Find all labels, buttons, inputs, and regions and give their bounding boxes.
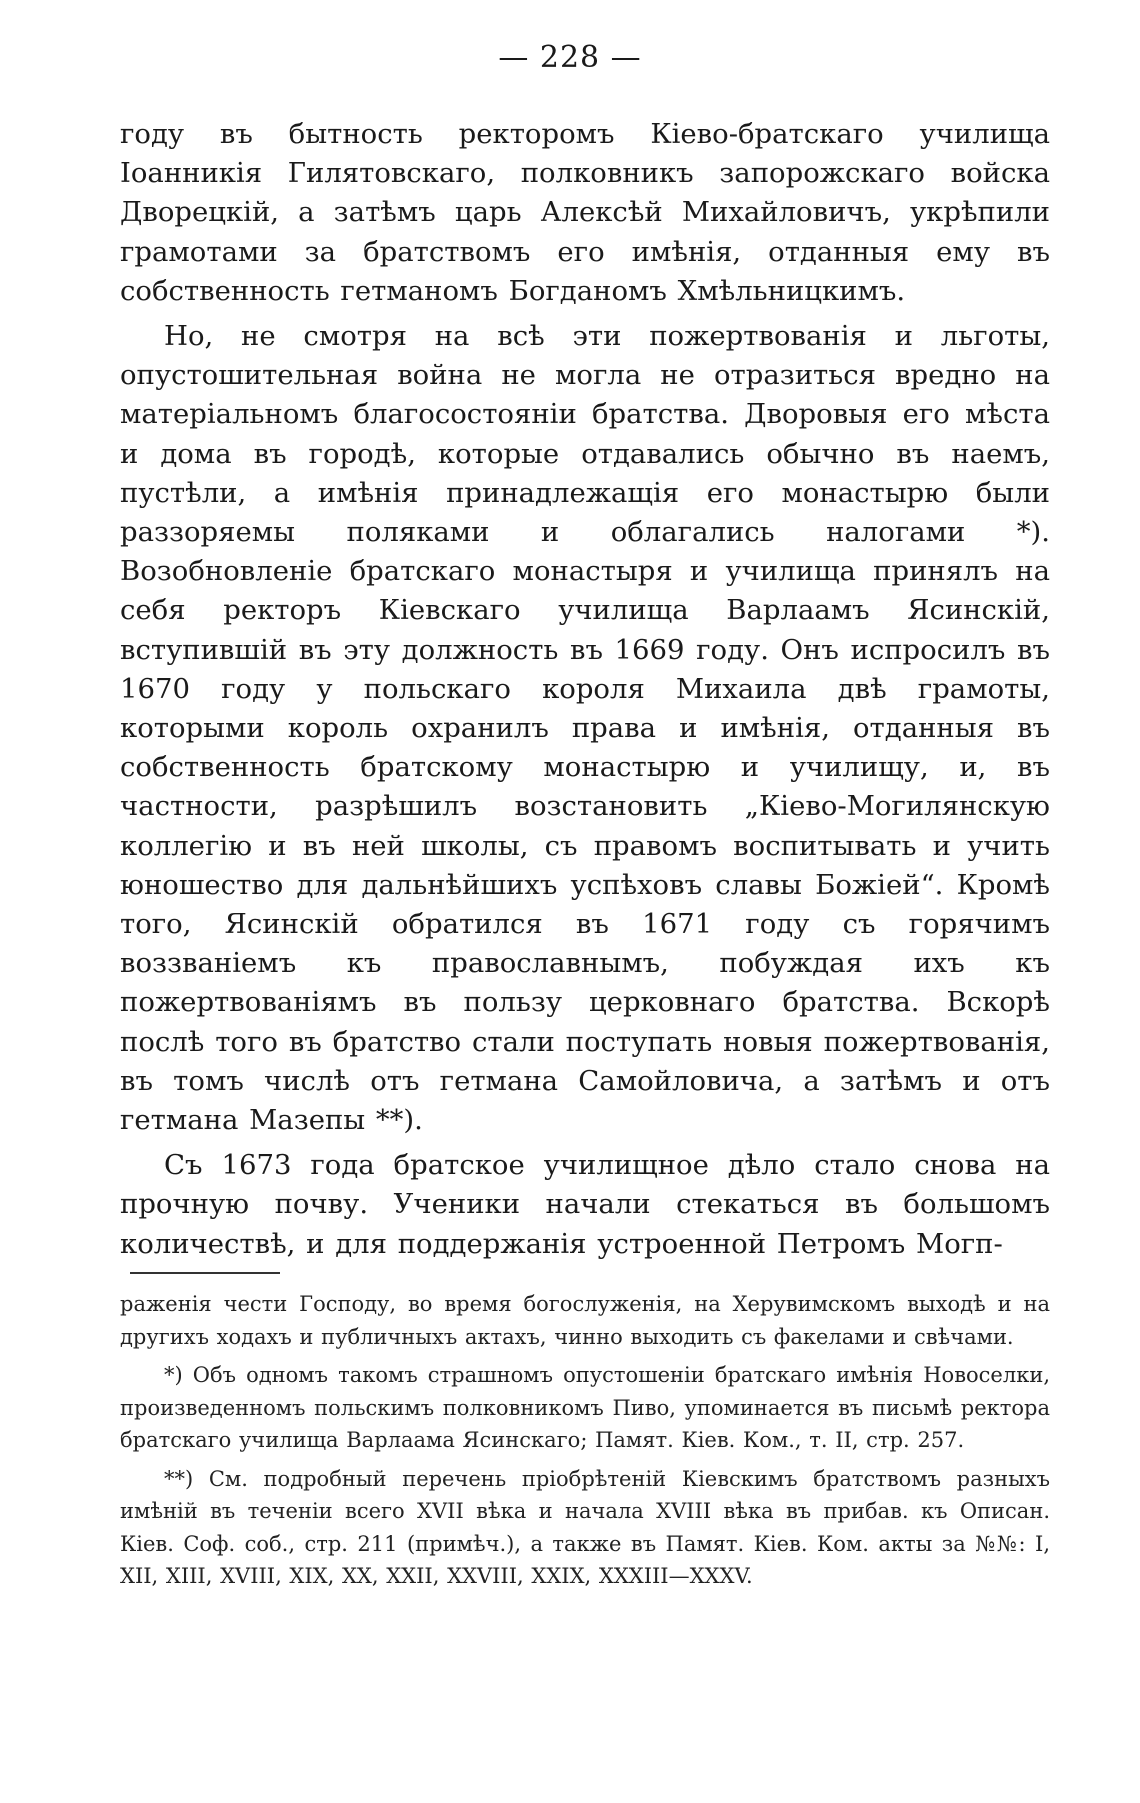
footnote-divider xyxy=(130,1272,280,1274)
main-text xyxy=(120,115,1050,1270)
footnote-1: *) Объ одномъ такомъ страшномъ опустошеніи братскаго имѣнія Новоселки, произведенномъ польскимъ полковникомъ Пиво, упоминается въ письмѣ ректора братскаго училища Варлаама Ясинскаго; Памят. Кіев. Ком., т. II, стр. 257. xyxy=(120,1363,1050,1452)
footnotes xyxy=(120,1288,1050,1599)
paragraph-1: году въ бытность ректоромъ Кіево-братскаго училища Іоанникія Гилятовскаго, полковникъ запорожскаго войска Дворецкій, а затѣмъ царь Алексѣй Михайловичъ, укрѣпили грамотами за братствомъ его имѣнія, отданныя ему въ собственность гетманомъ Богданомъ Хмѣльницкимъ. xyxy=(120,118,1050,307)
footnote-continuation: раженія чести Господу, во время богослуженія, на Херувимскомъ выходѣ и на другихъ ходахъ и публичныхъ актахъ, чинно выходить съ факелами и свѣчами. xyxy=(120,1292,1050,1349)
page-number: — 228 — xyxy=(498,40,642,75)
paragraph-2: Но, не смотря на всѣ эти пожертвованія и льготы, опустошительная война не могла не отразиться вредно на матеріальномъ благосостояніи братства. Дворовыя его мѣста и дома въ городѣ, которые отдавались обычно въ наемъ, пустѣли, а имѣнія принадлежащія его монастырю были раззоряемы поляками и облагались налогами *). Возобновленіе братскаго монастыря и училища принялъ на себя ректоръ Кіевскаго училища Варлаамъ Ясинскій, вступившій въ эту должность въ 1669 году. Онъ испросилъ въ 1670 году у польскаго короля Михаила двѣ грамоты, которыми король охранилъ права и имѣнія, отданныя въ собственность братскому монастырю и училищу, и, въ частности, разрѣшилъ возстановить „Кіево-Могилянскую коллегію и въ ней школы, съ правомъ воспитывать и учить юношество для дальнѣйшихъ успѣховъ славы Божіей“. Кромѣ того, Ясинскій обратился въ 1671 году съ горячимъ воззваніемъ къ православнымъ, побуждая ихъ къ пожертвованіямъ въ пользу церковнаго братства. Вскорѣ послѣ того въ братство стали поступать новыя пожертвованія, въ томъ числѣ отъ гетмана Самойловича, а затѣмъ и отъ гетмана Мазепы **). xyxy=(120,320,1050,1137)
footnote-2: **) См. подробный перечень пріобрѣтеній Кіевскимъ братствомъ разныхъ имѣній въ теченіи всего XVII вѣка и начала XVIII вѣка въ прибав. къ Описан. Кіев. Соф. соб., стр. 211 (примѣч.), а также въ Памят. Кіев. Ком. акты за №№: I, XII, XIII, XVIII, XIX, XX, XXII, XXVIII, XXIX, XXXIII—XXXV. xyxy=(120,1466,1050,1588)
paragraph-3: Съ 1673 года братское училищное дѣло стало снова на прочную почву. Ученики начали стекаться въ большомъ количествѣ, и для поддержанія устроенной Петромъ Могп- xyxy=(120,1149,1050,1260)
